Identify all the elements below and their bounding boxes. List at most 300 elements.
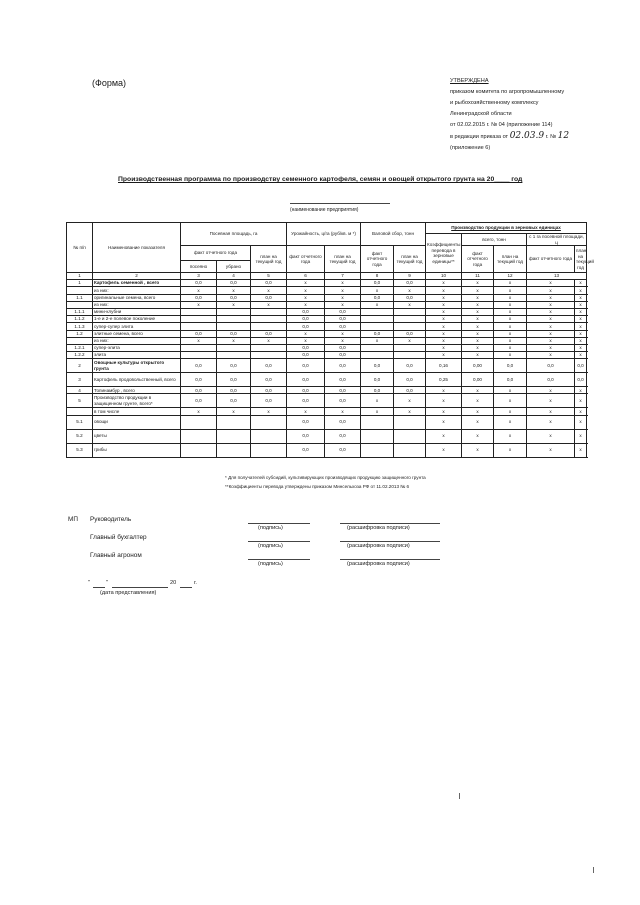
table-cell <box>217 429 251 443</box>
table-cell: x <box>462 308 494 315</box>
table-cell <box>394 316 426 323</box>
org-name-line <box>290 203 390 204</box>
table-cell <box>251 308 287 315</box>
accountant-decode-caption: (расшифровка подписи) <box>347 543 410 549</box>
table-cell: 0,0 <box>181 394 217 408</box>
date-day-line <box>93 587 105 588</box>
table-cell: 0,0 <box>181 387 217 394</box>
table-cell: x <box>527 443 575 457</box>
row-number: 1.2.2 <box>67 352 93 359</box>
table-cell <box>251 429 287 443</box>
header-yield-fact: факт отчетного года <box>287 246 325 273</box>
table-cell: x <box>462 337 494 344</box>
table-cell <box>251 352 287 359</box>
agronomist-decode-caption: (расшифровка подписи) <box>347 561 410 567</box>
table-cell: 0,0 <box>361 330 394 337</box>
table-cell: x <box>426 330 462 337</box>
table-cell: 0,0 <box>217 359 251 373</box>
header-name: Наименование показателя <box>93 223 181 273</box>
table-cell: x <box>494 387 527 394</box>
table-cell: x <box>426 280 462 287</box>
table-cell: 0,0 <box>575 373 587 387</box>
row-name: элита <box>93 352 181 359</box>
table-cell: 0,0 <box>287 359 325 373</box>
table-cell: x <box>527 429 575 443</box>
stamp-place-label: МП <box>68 516 78 523</box>
head-decode-caption: (расшифровка подписи) <box>347 525 410 531</box>
table-cell <box>181 344 217 351</box>
table-cell: x <box>527 287 575 294</box>
table-cell: x <box>575 294 587 301</box>
table-cell: x <box>426 308 462 315</box>
table-cell: x <box>494 415 527 429</box>
table-cell <box>251 443 287 457</box>
table-cell: 0,0 <box>251 387 287 394</box>
table-cell <box>181 429 217 443</box>
table-cell <box>217 352 251 359</box>
table-cell: x <box>462 352 494 359</box>
table-cell: 0,0 <box>181 330 217 337</box>
table-cell <box>361 429 394 443</box>
table-cell: 0,0 <box>287 373 325 387</box>
approval-block <box>450 76 630 154</box>
table-cell <box>181 352 217 359</box>
table-cell: x <box>527 294 575 301</box>
table-cell: x <box>361 408 394 415</box>
table-cell: 0,0 <box>181 280 217 287</box>
table-cell: x <box>575 308 587 315</box>
date-caption: (дата представления) <box>100 590 157 596</box>
table-row <box>67 408 587 415</box>
table-cell: x <box>426 337 462 344</box>
row-name: овощи <box>93 415 181 429</box>
table-cell: x <box>426 301 462 308</box>
table-cell: 0,0 <box>181 294 217 301</box>
table-cell: 0,0 <box>394 330 426 337</box>
table-cell: 0,0 <box>325 316 361 323</box>
header-per-ha-plan: план на текущий год <box>575 246 587 273</box>
table-cell <box>394 415 426 429</box>
table-cell: 0,0 <box>394 373 426 387</box>
table-cell <box>181 415 217 429</box>
table-cell: x <box>426 287 462 294</box>
approval-line: Ленинградской области <box>450 111 512 117</box>
table-cell: x <box>394 408 426 415</box>
table-cell: x <box>426 294 462 301</box>
column-number: 9 <box>394 273 426 280</box>
table-cell: x <box>575 387 587 394</box>
column-number: 4 <box>217 273 251 280</box>
table-cell: 0,0 <box>361 373 394 387</box>
table-cell: 0,0 <box>325 415 361 429</box>
table-row <box>67 344 587 351</box>
handwritten-date: 02.03.9 <box>509 131 545 141</box>
table-cell: 0,0 <box>394 359 426 373</box>
table-cell: x <box>527 387 575 394</box>
table-cell: 0,0 <box>287 308 325 315</box>
table-cell: x <box>494 294 527 301</box>
table-cell: x <box>462 316 494 323</box>
table-cell: x <box>426 408 462 415</box>
table-cell <box>361 344 394 351</box>
table-cell: 0,0 <box>361 387 394 394</box>
table-cell: x <box>287 330 325 337</box>
row-name: Овощные культуры открытого грунта <box>93 359 181 373</box>
table-cell: 0,0 <box>394 387 426 394</box>
column-number: 6 <box>287 273 325 280</box>
row-name: из них: <box>93 301 181 308</box>
header-per-ha-fact: факт отчетного года <box>527 246 575 273</box>
table-cell: x <box>575 415 587 429</box>
table-cell: 0,0 <box>217 373 251 387</box>
table-row <box>67 394 587 408</box>
table-cell: x <box>462 294 494 301</box>
table-cell: x <box>287 408 325 415</box>
table-cell: 0,0 <box>287 429 325 443</box>
approval-line: приказом комитета по агропромышленному <box>450 89 565 95</box>
table-cell <box>251 316 287 323</box>
header-harvested: убрано <box>217 261 251 273</box>
table-cell: x <box>462 330 494 337</box>
table-cell: x <box>494 308 527 315</box>
table-cell: x <box>494 280 527 287</box>
document-title: Производственная программа по производству семенного картофеля, семян и овощей открытого грунта на 20____ год <box>118 176 523 183</box>
table-cell: 0,00 <box>462 373 494 387</box>
row-number: 1.1.1 <box>67 308 93 315</box>
table-row <box>67 287 587 294</box>
table-cell: x <box>462 394 494 408</box>
row-number: 3 <box>67 373 93 387</box>
date-year-suffix: г. <box>194 580 197 586</box>
table-cell: 0,0 <box>217 280 251 287</box>
table-cell: x <box>494 443 527 457</box>
table-cell: x <box>426 394 462 408</box>
table-cell <box>181 443 217 457</box>
table-cell: 0,0 <box>287 323 325 330</box>
table-cell: x <box>494 323 527 330</box>
column-number: 12 <box>494 273 527 280</box>
table-cell: x <box>426 429 462 443</box>
row-number: 2 <box>67 359 93 373</box>
table-cell: 0,16 <box>426 359 462 373</box>
table-cell: x <box>462 287 494 294</box>
table-cell: x <box>217 287 251 294</box>
table-cell: x <box>325 330 361 337</box>
table-cell: 0,0 <box>217 294 251 301</box>
table-cell: 0,0 <box>325 359 361 373</box>
table-cell <box>181 316 217 323</box>
column-number: 3 <box>181 273 217 280</box>
column-number: 13 <box>527 273 587 280</box>
table-row <box>67 280 587 287</box>
table-cell: 0,0 <box>325 344 361 351</box>
table-cell: 0,0 <box>394 294 426 301</box>
row-name: в том числе <box>93 408 181 415</box>
table-cell: 0,0 <box>287 387 325 394</box>
table-cell: 0,0 <box>287 394 325 408</box>
table-cell: x <box>527 415 575 429</box>
accountant-sign-line <box>248 541 310 542</box>
column-number: 11 <box>462 273 494 280</box>
org-name-caption: (наименование предприятия) <box>290 207 359 213</box>
table-cell: x <box>394 337 426 344</box>
handwritten-number: 12 <box>557 131 570 141</box>
table-cell: x <box>181 337 217 344</box>
header-gross: Валовой сбор, тонн <box>361 223 426 246</box>
header-total-plan: план на текущий год <box>494 246 527 273</box>
table-cell <box>181 323 217 330</box>
row-number: 5.3 <box>67 443 93 457</box>
approval-line: от 02.02.2015 г. № 04 (приложение 114) <box>450 122 553 128</box>
table-cell: x <box>575 280 587 287</box>
header-area-plan: план на текущий год <box>251 246 287 273</box>
table-cell: 0,0 <box>251 294 287 301</box>
row-name: из них: <box>93 287 181 294</box>
header-total: всего, тонн <box>462 234 527 246</box>
table-cell: x <box>527 316 575 323</box>
accountant-label: Главный бухгалтер <box>90 534 147 541</box>
table-cell: 0,0 <box>361 294 394 301</box>
table-cell: 0,0 <box>394 280 426 287</box>
table-cell: x <box>494 330 527 337</box>
row-number: 5.1 <box>67 415 93 429</box>
table-cell <box>181 308 217 315</box>
table-row <box>67 415 587 429</box>
table-cell: x <box>575 330 587 337</box>
row-number: 1.1.2 <box>67 316 93 323</box>
table-cell: x <box>287 301 325 308</box>
row-number: 4 <box>67 387 93 394</box>
table-row <box>67 429 587 443</box>
table-cell: 0,25 <box>426 373 462 387</box>
table-cell: 0,0 <box>287 443 325 457</box>
table-cell: x <box>575 316 587 323</box>
footnote-1: * Для получателей субсидий, культивирующих производящих продукцию защищенного грунта <box>225 475 426 480</box>
table-cell: x <box>217 337 251 344</box>
table-cell: 0,0 <box>217 330 251 337</box>
row-number: 1.1 <box>67 294 93 301</box>
table-cell: x <box>462 344 494 351</box>
table-cell <box>394 429 426 443</box>
table-cell: x <box>527 280 575 287</box>
header-total-fact: факт отчетного года <box>462 246 494 273</box>
table-cell: x <box>426 316 462 323</box>
row-number: 1.1.3 <box>67 323 93 330</box>
table-cell: 0,0 <box>361 359 394 373</box>
date-month-line <box>112 587 168 588</box>
table-cell: 0,0 <box>217 394 251 408</box>
table-cell: x <box>325 287 361 294</box>
header-coef: Коэффициенты перевода в зерновые единицы** <box>426 234 462 273</box>
table-cell: x <box>527 337 575 344</box>
row-name: супер-супер элита <box>93 323 181 330</box>
table-cell: x <box>394 301 426 308</box>
table-cell <box>217 308 251 315</box>
approval-title: УТВЕРЖДЕНА <box>450 78 489 84</box>
table-cell: x <box>494 394 527 408</box>
date-open-quote: " <box>88 580 90 586</box>
table-cell: 0,0 <box>527 359 575 373</box>
agronomist-label: Главный агроном <box>90 552 142 559</box>
table-cell <box>361 316 394 323</box>
table-cell: x <box>494 337 527 344</box>
row-number <box>67 301 93 308</box>
table-cell: x <box>527 352 575 359</box>
table-cell: 0,0 <box>325 387 361 394</box>
table-cell: x <box>575 287 587 294</box>
header-per-ha: с 1 га посевной площади, ц <box>527 234 587 246</box>
table-cell: 0,0 <box>251 394 287 408</box>
head-label: Руководитель <box>90 516 132 523</box>
table-cell: x <box>251 287 287 294</box>
table-cell: x <box>394 394 426 408</box>
table-cell: x <box>575 344 587 351</box>
footnote-2: **Коэффициенты перевода утверждены приказом Минсельхоза РФ от 11.02.2013 № 6 <box>225 484 410 489</box>
header-gross-plan: план на текущий год <box>394 246 426 273</box>
production-program-table <box>66 222 594 458</box>
head-sign-line <box>248 523 310 524</box>
header-sown: посеяно <box>181 261 217 273</box>
date-close-quote: " <box>106 580 108 586</box>
table-cell: x <box>361 337 394 344</box>
table-row <box>67 330 587 337</box>
table-cell: x <box>575 443 587 457</box>
table-cell: x <box>575 323 587 330</box>
table-cell: x <box>251 408 287 415</box>
column-number: 8 <box>361 273 394 280</box>
table-cell: x <box>287 287 325 294</box>
table-cell <box>394 443 426 457</box>
table-cell <box>217 443 251 457</box>
table-cell: x <box>575 408 587 415</box>
table-cell: x <box>527 323 575 330</box>
table-cell: x <box>394 287 426 294</box>
table-row <box>67 352 587 359</box>
table-row <box>67 387 587 394</box>
table-cell: 0,0 <box>181 373 217 387</box>
table-cell <box>394 344 426 351</box>
table-cell: 0,0 <box>494 373 527 387</box>
approval-edition-line: в редакции приказа от 02.03.9 г. № 12 <box>450 131 570 141</box>
table-cell: x <box>494 352 527 359</box>
row-number: 1.2.1 <box>67 344 93 351</box>
row-number: 1.2 <box>67 330 93 337</box>
table-cell: x <box>426 344 462 351</box>
table-cell: x <box>494 344 527 351</box>
table-cell: x <box>575 352 587 359</box>
table-cell: 0,0 <box>325 429 361 443</box>
table-cell: 0,0 <box>251 373 287 387</box>
column-number: 7 <box>325 273 361 280</box>
row-name: грибы <box>93 443 181 457</box>
table-cell: x <box>527 301 575 308</box>
row-number <box>67 287 93 294</box>
table-cell: x <box>287 294 325 301</box>
table-cell: 0,0 <box>181 359 217 373</box>
table-cell <box>361 415 394 429</box>
row-number: 5 <box>67 394 93 408</box>
table-cell: x <box>251 337 287 344</box>
table-cell: x <box>217 408 251 415</box>
table-cell: x <box>462 280 494 287</box>
table-cell: 0,0 <box>287 316 325 323</box>
table-cell: x <box>361 394 394 408</box>
table-cell <box>394 308 426 315</box>
row-name: Производство продукции в защищенном грунте, всего* <box>93 394 181 408</box>
table-cell: x <box>325 280 361 287</box>
table-cell <box>251 323 287 330</box>
table-cell <box>217 415 251 429</box>
column-number: 10 <box>426 273 462 280</box>
accountant-sign-caption: (подпись) <box>258 543 283 549</box>
table-row <box>67 308 587 315</box>
header-yield-plan: план на текущий год <box>325 246 361 273</box>
column-number: 1 <box>67 273 93 280</box>
table-cell: x <box>494 316 527 323</box>
table-cell: x <box>181 287 217 294</box>
table-cell: x <box>494 301 527 308</box>
table-cell <box>251 344 287 351</box>
table-row <box>67 373 587 387</box>
table-cell: 0,0 <box>325 308 361 315</box>
table-cell: x <box>325 294 361 301</box>
table-cell: 0,0 <box>494 359 527 373</box>
table-cell: x <box>494 408 527 415</box>
row-name: Картофель семенной , всего <box>93 280 181 287</box>
scan-mark <box>593 867 594 873</box>
column-number: 2 <box>93 273 181 280</box>
table-cell: x <box>325 301 361 308</box>
row-number <box>67 408 93 415</box>
table-row <box>67 316 587 323</box>
table-row <box>67 301 587 308</box>
table-cell: 0,0 <box>251 280 287 287</box>
date-year-line <box>180 587 192 588</box>
row-name: супер-элита <box>93 344 181 351</box>
header-production: Производство продукции в зерновых единицах <box>426 223 587 234</box>
accountant-decode-line <box>340 541 440 542</box>
row-name: цветы <box>93 429 181 443</box>
table-cell: x <box>181 408 217 415</box>
table-cell: x <box>361 301 394 308</box>
table-cell: 0,00 <box>462 359 494 373</box>
header-yield: Урожайность, ц/га (руб/кв. м *) <box>287 223 361 246</box>
row-name: оригинальные семена, всего <box>93 294 181 301</box>
table-cell: x <box>217 301 251 308</box>
table-row <box>67 359 587 373</box>
table-cell: x <box>426 352 462 359</box>
row-name: из них: <box>93 337 181 344</box>
row-name: Картофель продовольственный, всего <box>93 373 181 387</box>
table-cell: x <box>462 443 494 457</box>
form-label: (Форма) <box>92 78 127 88</box>
table-cell: x <box>426 387 462 394</box>
table-cell: x <box>575 301 587 308</box>
table-cell: x <box>462 301 494 308</box>
table-cell: x <box>527 308 575 315</box>
date-year-prefix: 20 <box>170 580 177 586</box>
table-cell <box>217 344 251 351</box>
table-cell <box>361 323 394 330</box>
table-cell: 0,0 <box>325 394 361 408</box>
table-cell: x <box>181 301 217 308</box>
table-row <box>67 443 587 457</box>
table-cell: 0,0 <box>575 359 587 373</box>
table-cell: x <box>527 330 575 337</box>
table-cell <box>217 316 251 323</box>
agronomist-sign-line <box>248 559 310 560</box>
table-cell: x <box>325 408 361 415</box>
